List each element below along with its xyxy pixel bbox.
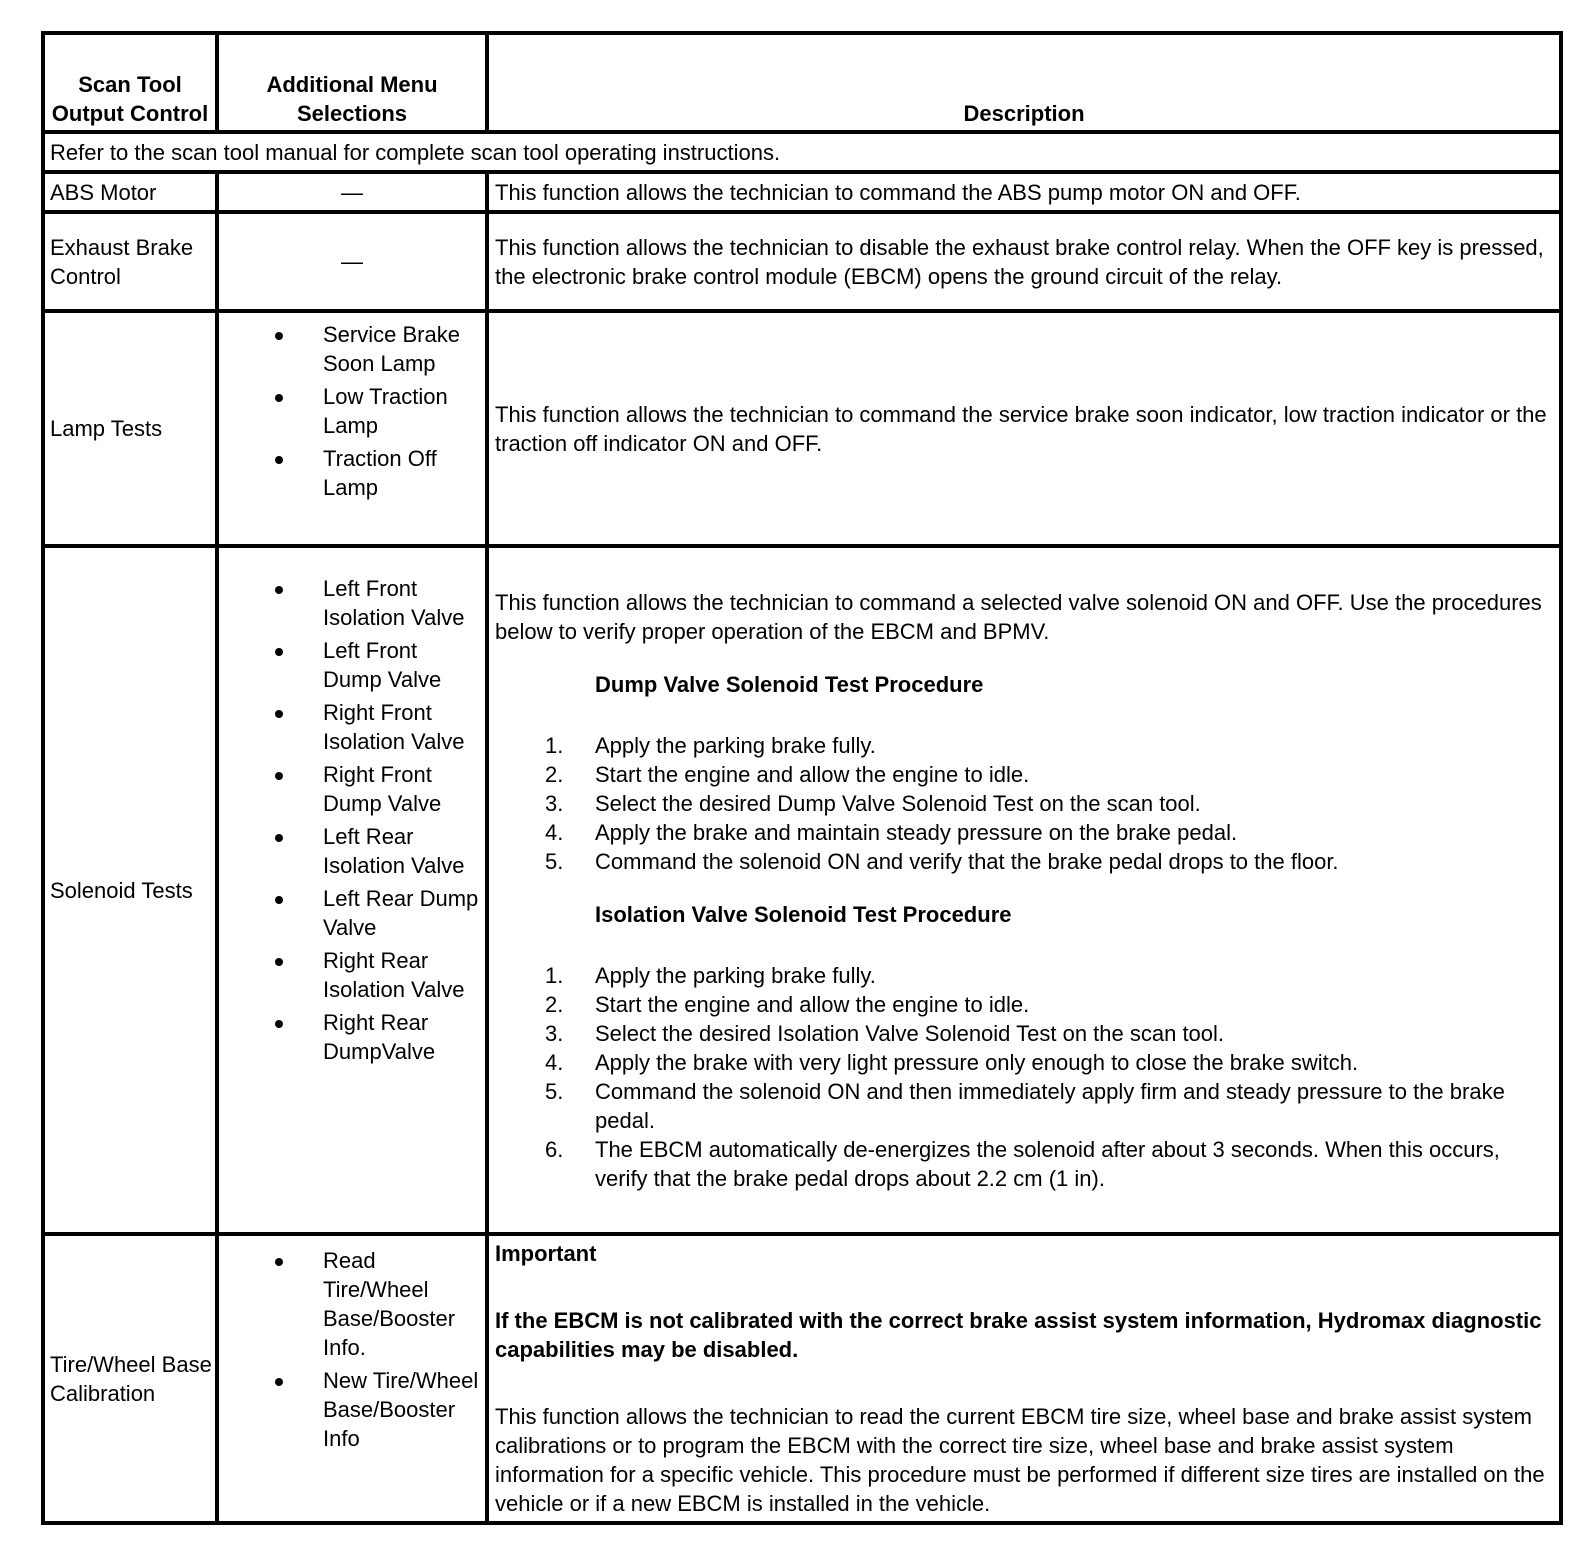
list-item: Right Front Dump Valve [219,760,485,818]
list-item: 2. Start the engine and allow the engine to idle. [545,761,1030,787]
important-label: Important [495,1241,597,1266]
dump-procedure-steps [495,731,1551,876]
list-item: 1. Apply the parking brake fully. [545,732,876,758]
control-name: Exhaust Brake Control [43,212,217,311]
list-item: New Tire/Wheel Base/Booster Info [219,1366,485,1453]
menu-none: — [217,212,487,311]
list-item: 2. Start the engine and allow the engine to idle. [545,991,1030,1017]
dump-procedure-title: Dump Valve Solenoid Test Procedure [595,671,984,697]
description-text: This function allows the technician to command the service brake soon indicator, low traction indicator or the traction off indicator ON and OFF. [487,311,1561,546]
menu-list [219,320,485,502]
list-item: 3. Select the desired Isolation Valve Solenoid Test on the scan tool. [545,1020,1225,1046]
list-item: Right Rear DumpValve [219,1008,485,1066]
control-name: Lamp Tests [43,311,217,546]
isolation-procedure-steps [495,961,1551,1193]
control-name: Tire/Wheel Base Calibration [43,1234,217,1523]
list-item: 4. Apply the brake and maintain steady pressure on the brake pedal. [545,819,1238,845]
isolation-procedure-title: Isolation Valve Solenoid Test Procedure [595,901,1012,927]
list-item: 6. The EBCM automatically de-energizes the solenoid after about 3 seconds. When this occurs, verify that the brake pedal drops about 2.2 cm (1 in). [545,1136,1500,1191]
menu-list [219,1246,485,1453]
list-item: 1. Apply the parking brake fully. [545,962,876,988]
list-item: Right Front Isolation Valve [219,698,485,756]
description-cell [487,546,1561,1234]
table-row [43,212,1561,311]
list-item: Low Traction Lamp [219,382,485,440]
note-row [43,132,1561,172]
list-item: Left Front Dump Valve [219,636,485,694]
header-scan-tool-output-control: Scan Tool Output Control [43,33,217,132]
table-row [43,172,1561,212]
list-item: Traction Off Lamp [219,444,485,502]
list-item: Left Rear Isolation Valve [219,822,485,880]
header-additional-menu-selections: Additional Menu Selections [217,33,487,132]
scan-tool-output-control-table [41,31,1563,1525]
menu-list [219,574,485,1066]
menu-selections [217,311,487,546]
list-item: 5. Command the solenoid ON and then immediately apply firm and steady pressure to the brake pedal. [545,1078,1505,1133]
list-item: 4. Apply the brake with very light pressure only enough to close the brake switch. [545,1049,1359,1075]
description-cell [487,1234,1561,1523]
list-item: 3. Select the desired Dump Valve Solenoid Test on the scan tool. [545,790,1201,816]
list-item: 5. Command the solenoid ON and verify that the brake pedal drops to the floor. [545,848,1339,874]
list-item: Left Rear Dump Valve [219,884,485,942]
table-row [43,311,1561,546]
description-text: This function allows the technician to command the ABS pump motor ON and OFF. [487,172,1561,212]
control-name: ABS Motor [43,172,217,212]
important-text: If the EBCM is not calibrated with the correct brake assist system information, Hydromax diagnostic capabilities may be disabled. [495,1308,1542,1362]
description-text: This function allows the technician to command a selected valve solenoid ON and OFF. Use the procedures below to verify proper operation of the EBCM and BPMV. [495,589,1542,644]
description-text: This function allows the technician to read the current EBCM tire size, wheel base and brake assist system calibrations or to program the EBCM with the correct tire size, wheel base and brake assist system information for a specific vehicle. This procedure must be performed if different size tires are installed on the vehicle or if a new EBCM is installed in the vehicle. [495,1404,1545,1516]
description-text: This function allows the technician to disable the exhaust brake control relay. When the OFF key is pressed, the electronic brake control module (EBCM) opens the ground circuit of the relay. [487,212,1561,311]
list-item: Right Rear Isolation Valve [219,946,485,1004]
list-item: Service Brake Soon Lamp [219,320,485,378]
menu-none: — [217,172,487,212]
menu-selections [217,1234,487,1523]
menu-selections [217,546,487,1234]
list-item: Left Front Isolation Valve [219,574,485,632]
control-name: Solenoid Tests [43,546,217,1234]
table-row [43,1234,1561,1523]
header-description: Description [487,33,1561,132]
header-row [43,33,1561,132]
list-item: Read Tire/Wheel Base/Booster Info. [219,1246,485,1362]
table-row [43,546,1561,1234]
note-text: Refer to the scan tool manual for complete scan tool operating instructions. [43,132,1561,172]
